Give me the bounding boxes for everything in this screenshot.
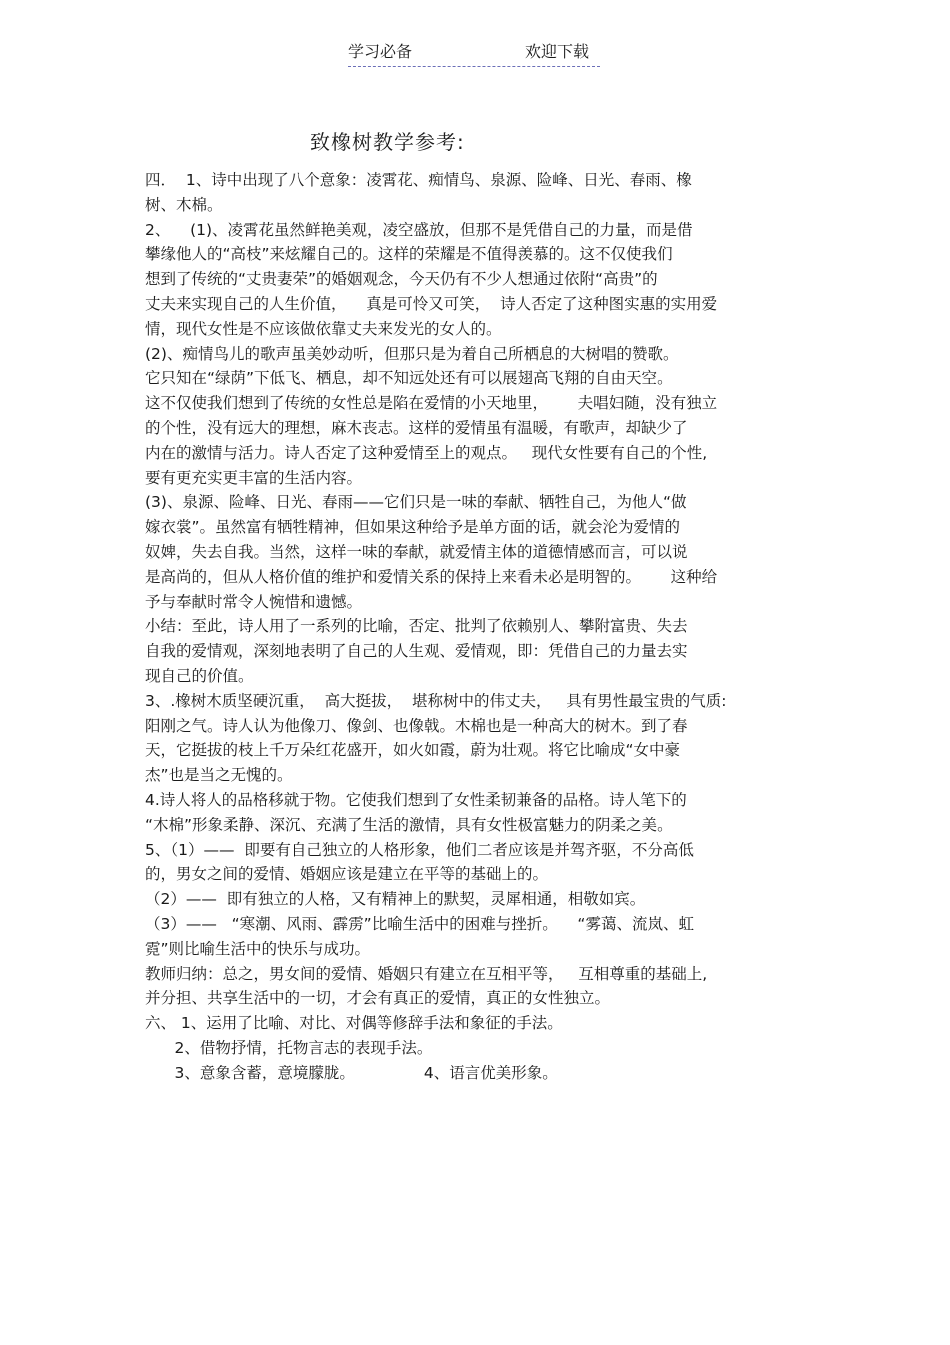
text-line: (3)、泉源、险峰、日光、春雨——它们只是一味的奉献、牺牲自己，为他人“做	[145, 493, 687, 512]
text-line: 内在的激情与活力。诗人否定了这种爱情至上的观点。 现代女性要有自己的个性,	[145, 443, 708, 462]
header-right-text: 欢迎下载	[525, 42, 590, 61]
header-left-text: 学习必备	[348, 42, 413, 61]
text-line: 3、意象含蓄，意境朦胧。 4、语言优美形象。	[145, 1063, 558, 1082]
text-line: 是高尚的，但从人格价值的维护和爱情关系的保持上来看未必是明智的。 这种给	[145, 567, 718, 586]
text-line: 天，它挺拔的枝上千万朵红花盛开，如火如霞，蔚为壮观。将它比喻成“女中豪	[145, 741, 681, 760]
text-line: 2、 (1)、凌霄花虽然鲜艳美观，凌空盛放，但那不是凭借自己的力量，而是借	[145, 220, 693, 239]
text-line: 情，现代女性是不应该做依靠丈夫来发光的女人的。	[145, 319, 502, 338]
text-line: 2、借物抒情，托物言志的表现手法。	[145, 1038, 433, 1057]
text-line: 丈夫来实现自己的人生价值， 真是可怜又可笑， 诗人否定了这种图实惠的实用爱	[145, 294, 718, 313]
text-line: “木棉”形象柔静、深沉、充满了生活的激情，具有女性极富魅力的阴柔之美。	[145, 815, 673, 834]
text-line: （2）—— 即有独立的人格，又有精神上的默契，灵犀相通，相敬如宾。	[145, 890, 646, 909]
text-line: 小结：至此，诗人用了一系列的比喻，否定、批判了依赖别人、攀附富贵、失去	[145, 617, 688, 636]
text-line: 要有更充实更丰富的生活内容。	[145, 468, 363, 487]
text-line: 奴婢，失去自我。当然，这样一味的奉献，就爱情主体的道德情感而言，可以说	[145, 542, 688, 561]
text-line: 教师归纳：总之，男女间的爱情、婚姻只有建立在互相平等， 互相尊重的基础上,	[145, 964, 708, 983]
text-line: 霓”则比喻生活中的快乐与成功。	[145, 939, 371, 958]
text-line: 的，男女之间的爱情、婚姻应该是建立在平等的基础上的。	[145, 865, 549, 884]
page-header	[348, 42, 600, 67]
text-line: 杰”也是当之无愧的。	[145, 766, 293, 785]
text-line: 4.诗人将人的品格移就于物。它使我们想到了女性柔韧兼备的品格。诗人笔下的	[145, 790, 687, 809]
text-line: 嫁衣裳”。虽然富有牺牲精神，但如果这种给予是单方面的话，就会沦为爱情的	[145, 518, 681, 537]
text-line: 5、（1）—— 即要有自己独立的人格形象，他们二者应该是并驾齐驱，不分高低	[145, 840, 694, 859]
text-line: 它只知在“绿荫”下低飞、栖息，却不知远处还有可以展翅高飞翔的自由天空。	[145, 369, 673, 388]
text-line: 六、 1、运用了比喻、对比、对偶等修辞手法和象征的手法。	[145, 1014, 563, 1033]
text-line: 现自己的价值。	[145, 666, 254, 685]
document-body	[145, 168, 815, 1085]
text-line: 并分担、共享生活中的一切，才会有真正的爱情，真正的女性独立。	[145, 989, 611, 1008]
text-line: 阳刚之气。诗人认为他像刀、像剑、也像戟。木棉也是一种高大的树木。到了春	[145, 716, 688, 735]
text-line: 予与奉献时常令人惋惜和遗憾。	[145, 592, 363, 611]
text-line: 这不仅使我们想到了传统的女性总是陷在爱情的小天地里， 夫唱妇随，没有独立	[145, 394, 718, 413]
text-line: (2)、痴情鸟儿的歌声虽美妙动听，但那只是为着自己所栖息的大树唱的赞歌。	[145, 344, 679, 363]
text-line: 3、.橡树木质坚硬沉重， 高大挺拔， 堪称树中的伟丈夫， 具有男性最宝贵的气质:	[145, 691, 727, 710]
text-line: 想到了传统的“丈贵妻荣”的婚姻观念，今天仍有不少人想通过依附“高贵”的	[145, 270, 658, 289]
text-line: 的个性，没有远大的理想，麻木丧志。这样的爱情虽有温暖，有歌声，却缺少了	[145, 418, 688, 437]
text-line: （3）—— “寒潮、风雨、霹雳”比喻生活中的困难与挫折。 “雾蔼、流岚、虹	[145, 914, 694, 933]
document-title: 致橡树教学参考:	[310, 130, 465, 154]
text-line: 攀缘他人的“高枝”来炫耀自己的。这样的荣耀是不值得羡慕的。这不仅使我们	[145, 245, 673, 264]
text-line: 自我的爱情观，深刻地表明了自己的人生观、爱情观，即：凭借自己的力量去实	[145, 642, 688, 661]
text-line: 树、木棉。	[145, 195, 223, 214]
text-line: 四． 1、诗中出现了八个意象：凌霄花、痴情鸟、泉源、险峰、日光、春雨、橡	[145, 171, 692, 189]
